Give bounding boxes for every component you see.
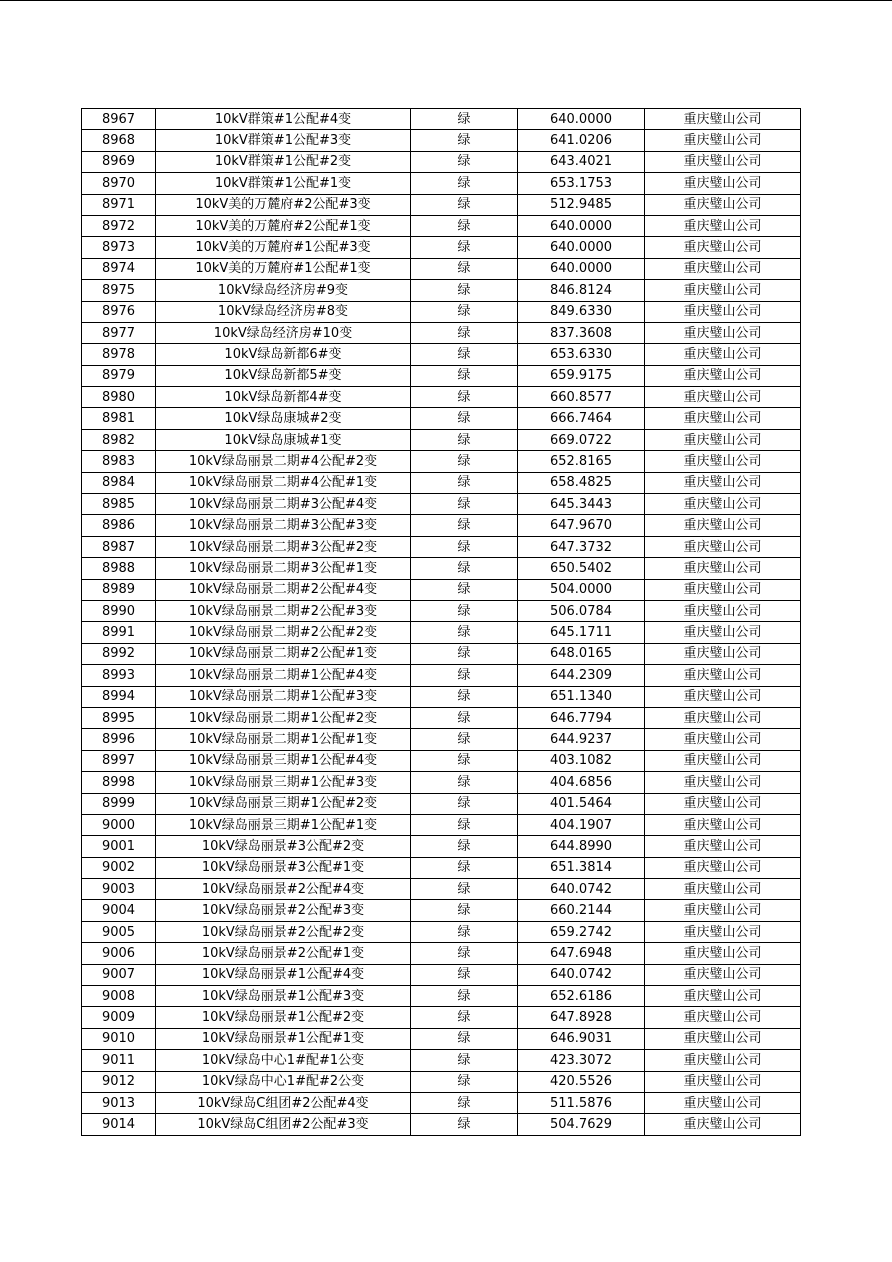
- cell-code-status: 绿: [411, 215, 518, 236]
- table-row: [82, 472, 801, 493]
- cell-value: 420.5526: [518, 1071, 645, 1092]
- cell-id: 8981: [82, 408, 156, 429]
- cell-transformer-name: 10kV绿岛丽景#1公配#2变: [156, 1007, 411, 1028]
- cell-company: 重庆璧山公司: [645, 322, 801, 343]
- cell-code-status: 绿: [411, 879, 518, 900]
- cell-id: 8976: [82, 301, 156, 322]
- cell-value: 646.7794: [518, 707, 645, 728]
- cell-value: 651.3814: [518, 857, 645, 878]
- cell-code-status: 绿: [411, 772, 518, 793]
- cell-value: 640.0742: [518, 964, 645, 985]
- cell-company: 重庆璧山公司: [645, 964, 801, 985]
- table-row: [82, 921, 801, 942]
- cell-company: 重庆璧山公司: [645, 472, 801, 493]
- cell-value: 652.6186: [518, 986, 645, 1007]
- cell-company: 重庆璧山公司: [645, 622, 801, 643]
- table-row: [82, 729, 801, 750]
- table-row: [82, 665, 801, 686]
- table-row: [82, 772, 801, 793]
- cell-company: 重庆璧山公司: [645, 879, 801, 900]
- cell-code-status: 绿: [411, 301, 518, 322]
- cell-id: 9002: [82, 857, 156, 878]
- cell-id: 8982: [82, 429, 156, 450]
- cell-company: 重庆璧山公司: [645, 643, 801, 664]
- cell-transformer-name: 10kV绿岛丽景二期#3公配#3变: [156, 515, 411, 536]
- cell-value: 653.6330: [518, 344, 645, 365]
- cell-value: 640.0742: [518, 879, 645, 900]
- cell-value: 647.9670: [518, 515, 645, 536]
- cell-transformer-name: 10kV群策#1公配#2变: [156, 151, 411, 172]
- cell-value: 650.5402: [518, 558, 645, 579]
- table-row: [82, 215, 801, 236]
- table-row: [82, 429, 801, 450]
- cell-id: 9003: [82, 879, 156, 900]
- cell-value: 511.5876: [518, 1092, 645, 1113]
- cell-code-status: 绿: [411, 515, 518, 536]
- cell-value: 644.9237: [518, 729, 645, 750]
- cell-id: 9008: [82, 986, 156, 1007]
- cell-transformer-name: 10kV绿岛丽景二期#4公配#1变: [156, 472, 411, 493]
- cell-transformer-name: 10kV绿岛经济房#10变: [156, 322, 411, 343]
- cell-code-status: 绿: [411, 857, 518, 878]
- table-row: [82, 793, 801, 814]
- table-row: [82, 900, 801, 921]
- cell-value: 641.0206: [518, 130, 645, 151]
- cell-code-status: 绿: [411, 643, 518, 664]
- table-body: [82, 109, 801, 1136]
- cell-company: 重庆璧山公司: [645, 836, 801, 857]
- table-row: [82, 558, 801, 579]
- cell-id: 8968: [82, 130, 156, 151]
- cell-company: 重庆璧山公司: [645, 515, 801, 536]
- cell-code-status: 绿: [411, 258, 518, 279]
- table-row: [82, 1071, 801, 1092]
- table-row: [82, 344, 801, 365]
- cell-value: 647.6948: [518, 943, 645, 964]
- cell-code-status: 绿: [411, 622, 518, 643]
- cell-value: 849.6330: [518, 301, 645, 322]
- cell-transformer-name: 10kV美的万麓府#1公配#1变: [156, 258, 411, 279]
- cell-transformer-name: 10kV美的万麓府#1公配#3变: [156, 237, 411, 258]
- cell-value: 640.0000: [518, 237, 645, 258]
- cell-transformer-name: 10kV绿岛丽景三期#1公配#4变: [156, 750, 411, 771]
- cell-company: 重庆璧山公司: [645, 408, 801, 429]
- cell-transformer-name: 10kV绿岛丽景二期#2公配#3变: [156, 600, 411, 621]
- cell-company: 重庆璧山公司: [645, 258, 801, 279]
- cell-code-status: 绿: [411, 814, 518, 835]
- table-row: [82, 879, 801, 900]
- cell-id: 8972: [82, 215, 156, 236]
- cell-id: 8975: [82, 280, 156, 301]
- cell-value: 401.5464: [518, 793, 645, 814]
- cell-id: 8998: [82, 772, 156, 793]
- cell-transformer-name: 10kV绿岛丽景#2公配#3变: [156, 900, 411, 921]
- cell-transformer-name: 10kV绿岛丽景三期#1公配#3变: [156, 772, 411, 793]
- cell-transformer-name: 10kV绿岛丽景二期#3公配#2变: [156, 536, 411, 557]
- table-row: [82, 280, 801, 301]
- cell-company: 重庆璧山公司: [645, 365, 801, 386]
- cell-value: 404.6856: [518, 772, 645, 793]
- cell-value: 404.1907: [518, 814, 645, 835]
- cell-id: 9014: [82, 1114, 156, 1135]
- cell-value: 846.8124: [518, 280, 645, 301]
- cell-id: 8997: [82, 750, 156, 771]
- cell-value: 640.0000: [518, 109, 645, 130]
- cell-code-status: 绿: [411, 387, 518, 408]
- cell-id: 8978: [82, 344, 156, 365]
- cell-transformer-name: 10kV绿岛新都4#变: [156, 387, 411, 408]
- table-row: [82, 322, 801, 343]
- cell-company: 重庆璧山公司: [645, 729, 801, 750]
- cell-company: 重庆璧山公司: [645, 280, 801, 301]
- cell-transformer-name: 10kV绿岛丽景#3公配#1变: [156, 857, 411, 878]
- cell-value: 648.0165: [518, 643, 645, 664]
- cell-company: 重庆璧山公司: [645, 1007, 801, 1028]
- cell-value: 653.1753: [518, 173, 645, 194]
- cell-id: 9011: [82, 1050, 156, 1071]
- cell-transformer-name: 10kV绿岛丽景#1公配#1变: [156, 1028, 411, 1049]
- cell-code-status: 绿: [411, 494, 518, 515]
- cell-transformer-name: 10kV绿岛中心1#配#1公变: [156, 1050, 411, 1071]
- cell-value: 660.8577: [518, 387, 645, 408]
- cell-code-status: 绿: [411, 986, 518, 1007]
- cell-code-status: 绿: [411, 1050, 518, 1071]
- cell-id: 8980: [82, 387, 156, 408]
- cell-transformer-name: 10kV绿岛C组团#2公配#3变: [156, 1114, 411, 1135]
- cell-company: 重庆璧山公司: [645, 109, 801, 130]
- cell-transformer-name: 10kV群策#1公配#4变: [156, 109, 411, 130]
- cell-id: 9010: [82, 1028, 156, 1049]
- cell-company: 重庆璧山公司: [645, 429, 801, 450]
- table-row: [82, 536, 801, 557]
- cell-id: 9013: [82, 1092, 156, 1113]
- cell-company: 重庆璧山公司: [645, 301, 801, 322]
- cell-code-status: 绿: [411, 173, 518, 194]
- cell-id: 8987: [82, 536, 156, 557]
- cell-code-status: 绿: [411, 472, 518, 493]
- table-row: [82, 857, 801, 878]
- cell-company: 重庆璧山公司: [645, 1050, 801, 1071]
- cell-code-status: 绿: [411, 750, 518, 771]
- cell-value: 647.3732: [518, 536, 645, 557]
- cell-company: 重庆璧山公司: [645, 579, 801, 600]
- cell-transformer-name: 10kV绿岛丽景三期#1公配#2变: [156, 793, 411, 814]
- cell-code-status: 绿: [411, 836, 518, 857]
- table-row: [82, 1092, 801, 1113]
- cell-transformer-name: 10kV绿岛丽景二期#1公配#3变: [156, 686, 411, 707]
- cell-company: 重庆璧山公司: [645, 173, 801, 194]
- cell-transformer-name: 10kV绿岛C组团#2公配#4变: [156, 1092, 411, 1113]
- cell-id: 8977: [82, 322, 156, 343]
- cell-transformer-name: 10kV绿岛丽景#3公配#2变: [156, 836, 411, 857]
- cell-code-status: 绿: [411, 408, 518, 429]
- table-row: [82, 686, 801, 707]
- cell-id: 8994: [82, 686, 156, 707]
- cell-value: 666.7464: [518, 408, 645, 429]
- cell-company: 重庆璧山公司: [645, 943, 801, 964]
- cell-code-status: 绿: [411, 1092, 518, 1113]
- cell-transformer-name: 10kV绿岛丽景#1公配#3变: [156, 986, 411, 1007]
- cell-value: 504.7629: [518, 1114, 645, 1135]
- cell-value: 659.9175: [518, 365, 645, 386]
- cell-transformer-name: 10kV绿岛丽景二期#1公配#2变: [156, 707, 411, 728]
- cell-id: 8996: [82, 729, 156, 750]
- cell-transformer-name: 10kV绿岛中心1#配#2公变: [156, 1071, 411, 1092]
- cell-company: 重庆璧山公司: [645, 558, 801, 579]
- cell-transformer-name: 10kV绿岛丽景#1公配#4变: [156, 964, 411, 985]
- cell-code-status: 绿: [411, 151, 518, 172]
- cell-transformer-name: 10kV绿岛经济房#9变: [156, 280, 411, 301]
- cell-code-status: 绿: [411, 365, 518, 386]
- table-row: [82, 408, 801, 429]
- cell-company: 重庆璧山公司: [645, 793, 801, 814]
- cell-value: 403.1082: [518, 750, 645, 771]
- table-row: [82, 173, 801, 194]
- cell-id: 8988: [82, 558, 156, 579]
- cell-id: 8991: [82, 622, 156, 643]
- cell-transformer-name: 10kV绿岛丽景二期#2公配#4变: [156, 579, 411, 600]
- cell-company: 重庆璧山公司: [645, 772, 801, 793]
- cell-id: 8990: [82, 600, 156, 621]
- cell-transformer-name: 10kV绿岛丽景#2公配#1变: [156, 943, 411, 964]
- cell-code-status: 绿: [411, 921, 518, 942]
- cell-code-status: 绿: [411, 130, 518, 151]
- cell-value: 837.3608: [518, 322, 645, 343]
- cell-code-status: 绿: [411, 707, 518, 728]
- cell-code-status: 绿: [411, 943, 518, 964]
- cell-value: 645.3443: [518, 494, 645, 515]
- cell-value: 645.1711: [518, 622, 645, 643]
- cell-id: 9009: [82, 1007, 156, 1028]
- cell-id: 8974: [82, 258, 156, 279]
- table-row: [82, 1028, 801, 1049]
- page-top-border: [0, 0, 892, 1]
- cell-code-status: 绿: [411, 686, 518, 707]
- cell-value: 643.4021: [518, 151, 645, 172]
- cell-company: 重庆璧山公司: [645, 215, 801, 236]
- cell-transformer-name: 10kV绿岛丽景二期#3公配#1变: [156, 558, 411, 579]
- cell-value: 640.0000: [518, 258, 645, 279]
- cell-company: 重庆璧山公司: [645, 665, 801, 686]
- cell-value: 506.0784: [518, 600, 645, 621]
- cell-code-status: 绿: [411, 536, 518, 557]
- cell-code-status: 绿: [411, 344, 518, 365]
- table-row: [82, 258, 801, 279]
- table-row: [82, 1007, 801, 1028]
- cell-id: 8970: [82, 173, 156, 194]
- table-row: [82, 1114, 801, 1135]
- cell-value: 669.0722: [518, 429, 645, 450]
- cell-value: 504.0000: [518, 579, 645, 600]
- table-row: [82, 109, 801, 130]
- table-row: [82, 194, 801, 215]
- cell-id: 9005: [82, 921, 156, 942]
- cell-company: 重庆璧山公司: [645, 750, 801, 771]
- cell-value: 659.2742: [518, 921, 645, 942]
- cell-transformer-name: 10kV美的万麓府#2公配#3变: [156, 194, 411, 215]
- cell-code-status: 绿: [411, 558, 518, 579]
- cell-company: 重庆璧山公司: [645, 900, 801, 921]
- table-row: [82, 451, 801, 472]
- cell-value: 647.8928: [518, 1007, 645, 1028]
- table-row: [82, 1050, 801, 1071]
- cell-company: 重庆璧山公司: [645, 1071, 801, 1092]
- cell-id: 8999: [82, 793, 156, 814]
- cell-id: 8983: [82, 451, 156, 472]
- cell-code-status: 绿: [411, 237, 518, 258]
- cell-code-status: 绿: [411, 1071, 518, 1092]
- cell-company: 重庆璧山公司: [645, 814, 801, 835]
- cell-value: 658.4825: [518, 472, 645, 493]
- cell-id: 9007: [82, 964, 156, 985]
- data-table: [81, 108, 801, 1136]
- cell-value: 512.9485: [518, 194, 645, 215]
- cell-id: 8985: [82, 494, 156, 515]
- cell-code-status: 绿: [411, 1114, 518, 1135]
- cell-id: 8984: [82, 472, 156, 493]
- table-row: [82, 579, 801, 600]
- cell-transformer-name: 10kV绿岛丽景二期#1公配#4变: [156, 665, 411, 686]
- table-row: [82, 964, 801, 985]
- table-row: [82, 600, 801, 621]
- cell-company: 重庆璧山公司: [645, 1092, 801, 1113]
- table-row: [82, 151, 801, 172]
- cell-code-status: 绿: [411, 322, 518, 343]
- cell-id: 8986: [82, 515, 156, 536]
- cell-id: 8992: [82, 643, 156, 664]
- cell-value: 423.3072: [518, 1050, 645, 1071]
- cell-company: 重庆璧山公司: [645, 194, 801, 215]
- cell-id: 9004: [82, 900, 156, 921]
- table-row: [82, 237, 801, 258]
- cell-company: 重庆璧山公司: [645, 130, 801, 151]
- cell-transformer-name: 10kV绿岛新都5#变: [156, 365, 411, 386]
- cell-value: 651.1340: [518, 686, 645, 707]
- cell-transformer-name: 10kV群策#1公配#1变: [156, 173, 411, 194]
- cell-id: 8995: [82, 707, 156, 728]
- cell-code-status: 绿: [411, 280, 518, 301]
- cell-code-status: 绿: [411, 579, 518, 600]
- cell-code-status: 绿: [411, 729, 518, 750]
- cell-id: 8971: [82, 194, 156, 215]
- cell-id: 8969: [82, 151, 156, 172]
- cell-company: 重庆璧山公司: [645, 536, 801, 557]
- table-row: [82, 836, 801, 857]
- cell-code-status: 绿: [411, 109, 518, 130]
- cell-company: 重庆璧山公司: [645, 1114, 801, 1135]
- cell-company: 重庆璧山公司: [645, 986, 801, 1007]
- cell-id: 9006: [82, 943, 156, 964]
- cell-company: 重庆璧山公司: [645, 600, 801, 621]
- cell-value: 646.9031: [518, 1028, 645, 1049]
- cell-transformer-name: 10kV美的万麓府#2公配#1变: [156, 215, 411, 236]
- cell-code-status: 绿: [411, 1007, 518, 1028]
- table-row: [82, 301, 801, 322]
- cell-transformer-name: 10kV绿岛康城#1变: [156, 429, 411, 450]
- cell-id: 9012: [82, 1071, 156, 1092]
- cell-value: 644.2309: [518, 665, 645, 686]
- cell-transformer-name: 10kV绿岛丽景三期#1公配#1变: [156, 814, 411, 835]
- cell-transformer-name: 10kV绿岛丽景二期#2公配#2变: [156, 622, 411, 643]
- cell-transformer-name: 10kV绿岛丽景二期#1公配#1变: [156, 729, 411, 750]
- cell-code-status: 绿: [411, 1028, 518, 1049]
- cell-value: 644.8990: [518, 836, 645, 857]
- cell-code-status: 绿: [411, 194, 518, 215]
- cell-company: 重庆璧山公司: [645, 494, 801, 515]
- cell-company: 重庆璧山公司: [645, 151, 801, 172]
- cell-transformer-name: 10kV绿岛丽景二期#4公配#2变: [156, 451, 411, 472]
- cell-code-status: 绿: [411, 429, 518, 450]
- table-row: [82, 643, 801, 664]
- cell-id: 8973: [82, 237, 156, 258]
- cell-company: 重庆璧山公司: [645, 1028, 801, 1049]
- cell-transformer-name: 10kV绿岛丽景二期#2公配#1变: [156, 643, 411, 664]
- cell-id: 9001: [82, 836, 156, 857]
- cell-transformer-name: 10kV绿岛康城#2变: [156, 408, 411, 429]
- cell-company: 重庆璧山公司: [645, 686, 801, 707]
- cell-company: 重庆璧山公司: [645, 707, 801, 728]
- cell-value: 652.8165: [518, 451, 645, 472]
- table-row: [82, 943, 801, 964]
- cell-transformer-name: 10kV绿岛新都6#变: [156, 344, 411, 365]
- cell-company: 重庆璧山公司: [645, 344, 801, 365]
- table-row: [82, 814, 801, 835]
- cell-id: 8989: [82, 579, 156, 600]
- cell-transformer-name: 10kV绿岛丽景二期#3公配#4变: [156, 494, 411, 515]
- cell-code-status: 绿: [411, 600, 518, 621]
- table-row: [82, 622, 801, 643]
- cell-code-status: 绿: [411, 900, 518, 921]
- table-row: [82, 515, 801, 536]
- cell-id: 8967: [82, 109, 156, 130]
- cell-transformer-name: 10kV绿岛丽景#2公配#4变: [156, 879, 411, 900]
- cell-company: 重庆璧山公司: [645, 921, 801, 942]
- cell-value: 660.2144: [518, 900, 645, 921]
- cell-transformer-name: 10kV群策#1公配#3变: [156, 130, 411, 151]
- cell-code-status: 绿: [411, 793, 518, 814]
- cell-code-status: 绿: [411, 964, 518, 985]
- table-row: [82, 130, 801, 151]
- cell-company: 重庆璧山公司: [645, 237, 801, 258]
- table-row: [82, 707, 801, 728]
- cell-company: 重庆璧山公司: [645, 451, 801, 472]
- cell-id: 8993: [82, 665, 156, 686]
- table-row: [82, 365, 801, 386]
- cell-code-status: 绿: [411, 451, 518, 472]
- table-row: [82, 387, 801, 408]
- table-row: [82, 750, 801, 771]
- cell-id: 8979: [82, 365, 156, 386]
- cell-transformer-name: 10kV绿岛丽景#2公配#2变: [156, 921, 411, 942]
- cell-value: 640.0000: [518, 215, 645, 236]
- table-row: [82, 494, 801, 515]
- table-row: [82, 986, 801, 1007]
- cell-code-status: 绿: [411, 665, 518, 686]
- cell-company: 重庆璧山公司: [645, 387, 801, 408]
- cell-id: 9000: [82, 814, 156, 835]
- cell-company: 重庆璧山公司: [645, 857, 801, 878]
- cell-transformer-name: 10kV绿岛经济房#8变: [156, 301, 411, 322]
